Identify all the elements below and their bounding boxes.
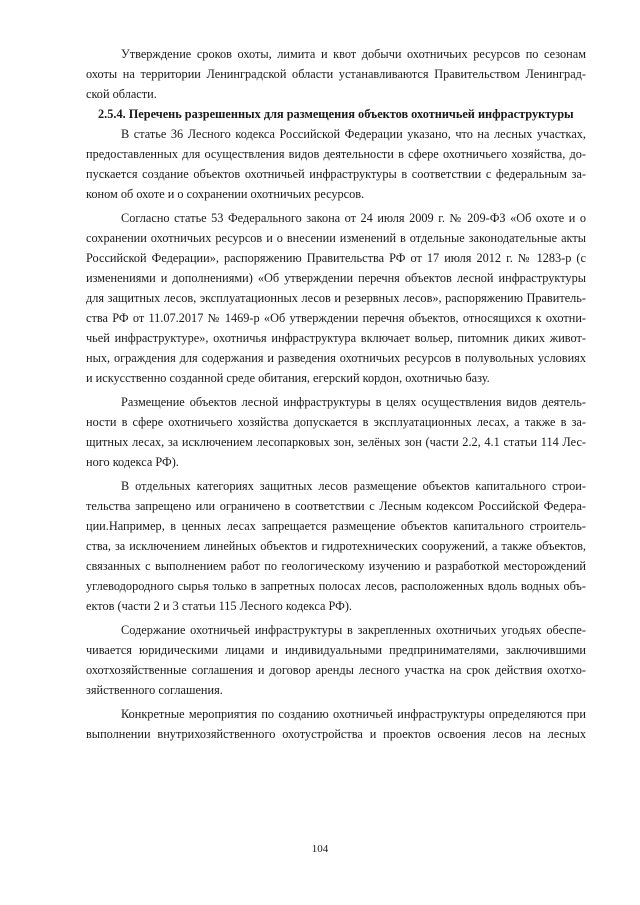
paragraph-line: Конкретные мероприятия по созданию охотничьей инфраструктуры определяются при <box>121 707 586 721</box>
paragraph-article-36 <box>86 124 586 204</box>
paragraph-line: выполнении внутрихозяйственного охотустройства и проектов освоения лесов на лесных <box>86 727 586 741</box>
paragraph-line: В статье 36 Лесного кодекса Российской Федерации указано, что на лесных участках, <box>121 127 586 141</box>
paragraph-line: изменениями и дополнениями) «Об утверждении перечня объектов лесной инфраструктуры <box>86 271 586 285</box>
paragraph-line: ской области. <box>86 87 157 101</box>
paragraph-line: тельства запрещено или ограничено в соответствии с Лесным кодексом Российской Федера- <box>86 499 586 513</box>
paragraph-line: ности в сфере охотничьего хозяйства допускается в эксплуатационных лесах, а также в за- <box>86 415 586 429</box>
paragraph-line: связанных с выполнением работ по геологическому изучению и разработкой месторождений <box>86 559 586 573</box>
section-heading: 2.5.4. Перечень разрешенных для размещения объектов охотничьей инфраструктуры <box>98 107 574 121</box>
page-number: 104 <box>311 843 329 855</box>
paragraph-line: ции.Например, в ценных лесах запрещается размещение объектов капитального строитель- <box>86 519 586 533</box>
paragraph-line: чивается юридическими лицами и индивидуальными предпринимателями, заключившими <box>86 643 586 657</box>
paragraph-line: пускается создание объектов охотничьей инфраструктуры в соответствии с федеральным за- <box>86 167 586 181</box>
paragraph-line: ства РФ от 11.07.2017 № 1469-р «Об утверждении перечня объектов, относящихся к охотни- <box>86 311 586 325</box>
paragraph-line: Согласно статье 53 Федерального закона от 24 июля 2009 г. № 209-ФЗ «Об охоте и о <box>121 211 586 225</box>
paragraph-line: коном об охоте и о сохранении охотничьих ресурсов. <box>86 187 365 201</box>
paragraph-line: и искусственно созданной среде обитания, егерский кордон, охотничью базу. <box>86 371 490 385</box>
paragraph-intro <box>86 44 586 104</box>
paragraph-line: Содержание охотничьей инфраструктуры в закрепленных охотничьих угодьях обеспе- <box>121 623 586 637</box>
paragraph-line: ектов (части 2 и 3 статьи 115 Лесного кодекса РФ). <box>86 599 353 613</box>
paragraph-maintenance <box>86 620 586 700</box>
paragraph-line: предоставленных для осуществления видов деятельности в сфере охотничьего хозяйства, до- <box>86 147 586 161</box>
paragraph-line: для защитных лесов, эксплуатационных лесов и резервных лесов», распоряжению Правитель- <box>86 291 586 305</box>
document-page <box>86 44 586 744</box>
paragraph-line: Российской Федерации», распоряжению Правительства РФ от 17 июля 2012 г. № 1283-р (с <box>86 251 586 265</box>
paragraph-line: щитных лесах, за исключением лесопарковых зон, зелёных зон (части 2.2, 4.1 статьи 114 Лес- <box>86 435 586 449</box>
paragraph-line: сохранении охотничьих ресурсов и о внесении изменений в отдельные законодательные акты <box>86 231 586 245</box>
paragraph-article-53 <box>86 208 586 388</box>
paragraph-line: ных, ограждения для содержания и разведения охотничьих ресурсов в полувольных условиях <box>86 351 586 365</box>
paragraph-line: В отдельных категориях защитных лесов размещение объектов капитального строи- <box>121 479 586 493</box>
paragraph-protective-forests <box>86 476 586 616</box>
paragraph-line: чьей инфраструктуре», охотничья инфраструктура включает вольер, питомник диких живот- <box>86 331 586 345</box>
paragraph-line: ного кодекса РФ). <box>86 455 179 469</box>
paragraph-line: зяйственного соглашения. <box>86 683 223 697</box>
paragraph-line: охотхозяйственные соглашения и договор аренды лесного участка на срок действия охотхо- <box>86 663 586 677</box>
paragraph-measures <box>86 704 586 744</box>
paragraph-line: Размещение объектов лесной инфраструктуры в целях осуществления видов деятель- <box>121 395 586 409</box>
paragraph-line: ства, за исключением линейных объектов и гидротехнических сооружений, а также объектов, <box>86 539 586 553</box>
paragraph-line: охоты на территории Ленинградской области устанавливаются Правительством Ленинград- <box>86 67 586 81</box>
paragraph-placement <box>86 392 586 472</box>
paragraph-line: Утверждение сроков охоты, лимита и квот добычи охотничьих ресурсов по сезонам <box>121 47 586 61</box>
paragraph-line: углеводородного сырья только в запретных полосах лесов, расположенных вдоль водных объ- <box>86 579 586 593</box>
